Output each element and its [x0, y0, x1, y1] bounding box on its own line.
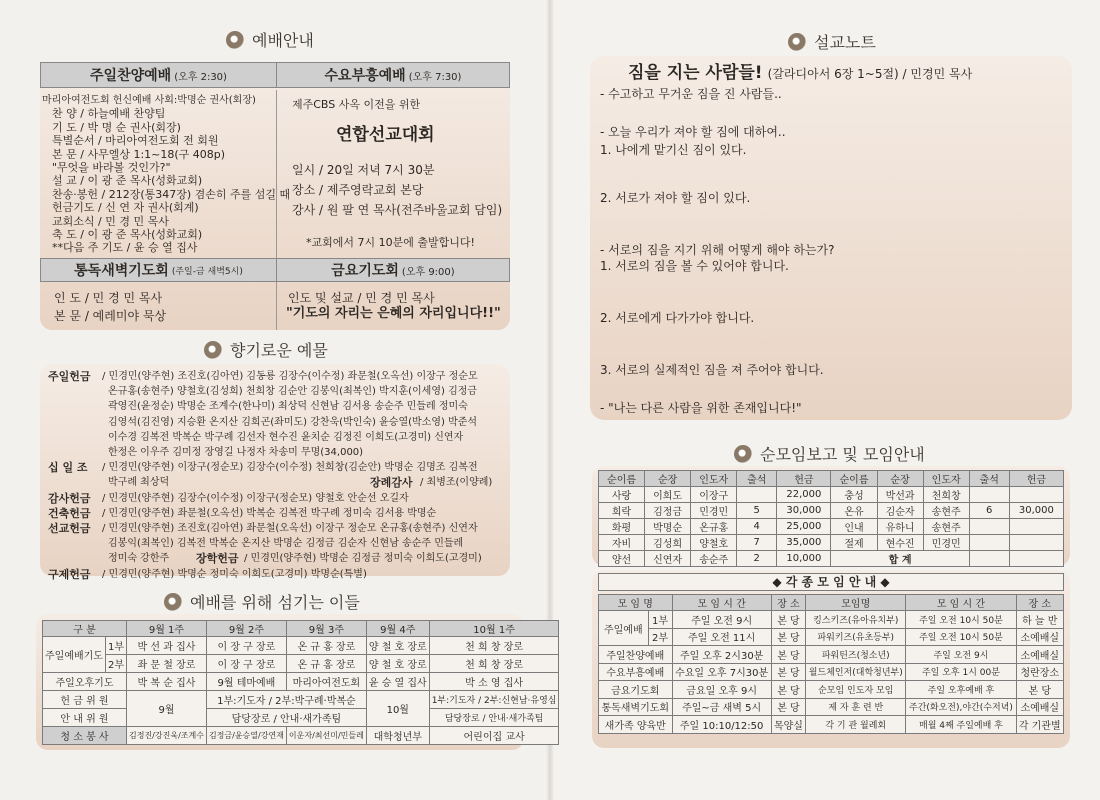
sermon-heading-row: [628, 58, 972, 83]
offering-names: / 민경민(양주현) 조진호(김아연) 좌문철(오옥선) 이장구 정순모 온규홍(송현주) 신연자: [102, 523, 478, 534]
misc-name: 주일예배: [599, 611, 649, 646]
meeting-cell: 2: [737, 551, 777, 567]
misc-cell: 금요일 오후 9시: [672, 681, 771, 699]
offering-names: 정미숙 강한주: [108, 553, 170, 565]
misc-cell: 주간(화오전),야간(수저녁): [906, 698, 1016, 716]
sunday-order-line: 축 도 / 이 광 준 목사(성화교회): [52, 228, 203, 241]
oct-usher: 담당장로 / 안내·새가족팀: [429, 709, 559, 727]
cleaning-cell: 대학청년부: [366, 727, 429, 745]
meeting-header: 순이름: [831, 471, 877, 487]
meeting-cell: [969, 487, 1009, 503]
misc-header: 모 임 시 간: [672, 595, 771, 611]
meeting-cell: 사랑: [599, 487, 645, 503]
dawn-header: 통독새벽기도회: [74, 263, 169, 279]
dawn-line: 본 문 / 예레미야 묵상: [54, 309, 167, 323]
wednesday-big-title: 연합선교대회: [336, 125, 435, 145]
misc-cell: 본 당: [771, 611, 805, 629]
meeting-cell: [969, 551, 1009, 567]
sunday-order-line: "무엇을 바라볼 것인가?": [52, 161, 171, 174]
meeting-section-header: [734, 442, 925, 465]
servers-cell: 좌 문 철 장로: [127, 655, 207, 673]
meeting-header: 순장: [645, 471, 691, 487]
sunday-order-line: 기 도 / 박 명 순 권사(회장): [52, 120, 181, 134]
servers-cell: 박 복 순 집사: [127, 673, 207, 691]
dawn-prayer-bar: [40, 258, 277, 282]
servers-row-label: 주일오후기도: [43, 673, 127, 691]
offering-extra-label: 장례감사: [370, 476, 413, 490]
misc-cell: 주일 오전 9시: [906, 646, 1016, 664]
sermon-note-line: - 수고하고 무거운 짐을 진 사람들..: [600, 87, 782, 101]
misc-cell: 주일 오전 9시: [672, 611, 771, 629]
misc-header: 장 소: [771, 595, 805, 611]
servers-header: 10월 1주: [429, 621, 559, 637]
servers-cell: 천 희 창 장로: [429, 655, 559, 673]
meeting-cell: [969, 535, 1009, 551]
offering-label: 구제헌금: [48, 567, 91, 581]
wednesday-header: 수요부흥예배: [324, 68, 406, 84]
sunday-order-line: 찬송·봉헌 / 212장(통347장) 겸손히 주를 섬길 때: [52, 187, 291, 201]
misc-title: ◆ 각 종 모 임 안 내 ◆: [598, 573, 1064, 591]
month-label: 10월: [366, 691, 429, 727]
servers-section-header: [164, 590, 360, 613]
meeting-cell: 온규홍: [691, 519, 737, 535]
sep-offering: 1부:기도자 / 2부:박구례·박복순: [206, 691, 366, 709]
wednesday-time: (오후 7:30): [408, 71, 462, 83]
servers-cell: 양 철 호 장로: [366, 655, 429, 673]
usher-committee-label: 안 내 위 원: [43, 709, 127, 727]
meeting-cell: 신연자: [645, 551, 691, 567]
sunday-order-line: 교회소식 / 민 경 민 목사: [52, 214, 169, 228]
worship-divider: [276, 90, 277, 260]
meeting-table: [598, 470, 1064, 567]
cleaning-cell: 김정금/윤승열/강연재: [206, 727, 286, 745]
friday-quote: "기도의 자리는 은혜의 자리입니다!!": [286, 306, 501, 321]
misc-name: 통독새벽기도회: [599, 698, 673, 716]
meeting-header: 순장: [877, 471, 923, 487]
meeting-cell: 7: [737, 535, 777, 551]
worship-title: 예배안내: [252, 31, 314, 50]
sermon-heading: 짐을 지는 사람들!: [628, 63, 763, 83]
misc-cell: 본 당: [771, 628, 805, 646]
sermon-note-line: 2. 서로가 져야 할 짐이 있다.: [600, 191, 751, 205]
friday-line: 인도 및 설교 / 민 경 민 목사: [288, 291, 435, 305]
servers-sub-label: 1부: [105, 637, 126, 655]
misc-cell: 주일 오후예배 후: [906, 681, 1016, 699]
sunday-order-line: 특별순서 / 마리아여전도회 전 회원: [52, 134, 219, 148]
cleaning-cell: 이운자/최선미/민들레: [286, 727, 366, 745]
sunday-service-bar: [40, 62, 277, 88]
misc-cell: 주일 오전 11시: [672, 628, 771, 646]
offering-committee-label: 헌 금 위 원: [43, 691, 127, 709]
sunday-header: 주일찬양예배: [90, 68, 172, 84]
offering-names: 박구례 최상덕: [108, 477, 170, 489]
misc-cell: 수요일 오후 7시30분: [672, 663, 771, 681]
offering-label: 선교헌금: [48, 522, 91, 535]
servers-cell: 이 장 구 장로: [206, 637, 286, 655]
meeting-cell: 10,000: [777, 551, 831, 567]
misc-cell: 킹스키즈(유아유치부): [806, 611, 906, 629]
meeting-cell: 30,000: [777, 503, 831, 519]
offering-names: 김영석(김진영) 지승환 온지산 김희곤(좌미도) 강찬욱(박인숙) 윤승열(박소영) 박준석: [108, 416, 478, 428]
sermon-note-line: 3. 서로의 실제적인 짐을 져 주어야 합니다.: [600, 363, 824, 377]
offering-names: 이수경 김복전 박복순 박구례 김선자 현수진 윤치순 김정진 이희도(고경미) 신연자: [108, 431, 464, 443]
meeting-header: 인도자: [923, 471, 969, 487]
offering-label: 십 일 조: [48, 461, 88, 475]
servers-cell: 마리아여전도회: [286, 673, 366, 691]
meeting-cell: 김성희: [645, 535, 691, 551]
misc-name: 새가족 양육반: [599, 716, 673, 734]
sunday-order-line: 찬 양 / 하늘예배 찬양팀: [52, 107, 166, 121]
servers-title: 예배를 위해 섬기는 이들: [190, 593, 360, 612]
misc-cell: 주일 오후 1시 00분: [906, 663, 1016, 681]
misc-cell: 소예배실: [1016, 646, 1063, 664]
friday-time: (오후 9:00): [401, 266, 455, 278]
servers-header: 9월 1주: [127, 621, 207, 637]
meeting-cell: 25,000: [777, 519, 831, 535]
meeting-cell: 22,000: [777, 487, 831, 503]
church-logo-icon: [204, 341, 222, 359]
misc-cell: 본 당: [771, 681, 805, 699]
servers-cell: 박 소 영 집사: [429, 673, 559, 691]
meeting-cell: 김정금: [645, 503, 691, 519]
meeting-cell: 이장구: [691, 487, 737, 503]
sunday-order-line: 본 문 / 사무엘상 1:1~18(구 408p): [52, 147, 226, 161]
meeting-header: 인도자: [691, 471, 737, 487]
sunday-order-line: **다음 주 기도 / 윤 승 열 집사: [52, 241, 198, 255]
misc-cell: 본 당: [771, 646, 805, 664]
servers-cell: 천 희 창 장로: [429, 637, 559, 655]
wednesday-line: 강사 / 원 팔 연 목사(전주바울교회 담임): [292, 203, 503, 217]
sermon-title: 설교노트: [814, 33, 876, 52]
meeting-cell: [737, 487, 777, 503]
worship-divider-2: [276, 282, 277, 330]
servers-cell: 윤 승 열 집사: [366, 673, 429, 691]
misc-header: 모 임 시 간: [906, 595, 1016, 611]
servers-header: 9월 3주: [286, 621, 366, 637]
offering-names: 온규홍(송현주) 양철호(김성희) 천희창 김순안 김봉익(최복인) 박지훈(이세영) 김정금: [108, 386, 478, 398]
misc-cell: 소예배실: [1016, 628, 1063, 646]
meeting-cell: [969, 519, 1009, 535]
friday-header: 금요기도회: [331, 263, 399, 279]
offering-title: 향기로운 예물: [230, 341, 328, 360]
meeting-cell: 온유: [831, 503, 877, 519]
offering-extra-names: / 최병조(이양례): [420, 477, 493, 489]
sermon-section-header: [788, 30, 876, 53]
sermon-note-line: - "나는 다른 사람을 위한 존재입니다!": [600, 401, 802, 415]
misc-name: 주일찬양예배: [599, 646, 673, 664]
sermon-note-line: 1. 서로의 짐을 볼 수 있어야 합니다.: [600, 259, 789, 273]
meeting-cell: 박선과: [877, 487, 923, 503]
wednesday-service-bar: [276, 62, 510, 88]
meeting-cell: 자비: [599, 535, 645, 551]
month-label: 9월: [127, 691, 207, 727]
servers-header: 9월 2주: [206, 621, 286, 637]
church-logo-icon: [734, 445, 752, 463]
misc-cell: 본 당: [1016, 681, 1063, 699]
misc-header: 장 소: [1016, 595, 1063, 611]
offering-names: 한정은 이우주 김미정 장영길 나정자 차송미 무명(34,000): [108, 447, 364, 458]
friday-prayer-bar: [276, 258, 510, 282]
offering-section-header: [204, 338, 328, 361]
sermon-note-line: 2. 서로에게 다가가야 합니다.: [600, 311, 755, 325]
misc-cell: 각 기관별: [1016, 716, 1063, 734]
meeting-header: 헌금: [1009, 471, 1063, 487]
meeting-header: 순이름: [599, 471, 645, 487]
church-logo-icon: [226, 31, 244, 49]
meeting-cell: [1009, 551, 1063, 567]
meeting-cell: 인내: [831, 519, 877, 535]
servers-cell: 9월 테마예배: [206, 673, 286, 691]
meeting-cell: 현수진: [877, 535, 923, 551]
cleaning-label: 청 소 봉 사: [43, 727, 127, 745]
meeting-cell: 30,000: [1009, 503, 1063, 519]
misc-cell: 주일 10:10/12:50: [672, 716, 771, 734]
offering-names: / 민경민(양주현) 좌문철(오옥선) 박복순 김복전 박구례 정미숙 김서용 박명순: [102, 507, 437, 519]
misc-cell: 각 기 관 월례회: [806, 716, 906, 734]
sermon-note-line: - 오늘 우리가 져야 할 짐에 대하여..: [600, 125, 786, 139]
misc-cell: 주일~금 새벽 5시: [672, 698, 771, 716]
meeting-cell: 민경민: [691, 503, 737, 519]
misc-cell: 주일 오전 10시 50분: [906, 628, 1016, 646]
misc-sub: 2부: [648, 628, 672, 646]
sep-usher: 담당장로 / 안내·새가족팀: [206, 709, 366, 727]
misc-name: 수요부흥예배: [599, 663, 673, 681]
meeting-cell: 박명순: [645, 519, 691, 535]
offering-names: / 민경민(양주현) 김장수(이수정) 이장구(정순모) 양철호 안순선 오길자: [102, 492, 409, 504]
offering-extra-label: 장학헌금: [196, 552, 239, 566]
misc-cell: 월드체인저(대학청년부): [806, 663, 906, 681]
meeting-cell: 절제: [831, 535, 877, 551]
sunday-order-line: 마리아여전도회 헌신예배 사회:박명순 권사(회장): [42, 95, 256, 106]
misc-cell: 본 당: [771, 663, 805, 681]
worship-section-header: [226, 28, 314, 51]
misc-sub: 1부: [648, 611, 672, 629]
dawn-line: 인 도 / 민 경 민 목사: [54, 291, 163, 305]
oct-offering: 1부:기도자 / 2부:신현남·유영심: [429, 691, 559, 709]
servers-table: [42, 620, 559, 745]
misc-cell: 파워키즈(유초등부): [806, 628, 906, 646]
misc-cell: 파워틴즈(청소년): [806, 646, 906, 664]
cleaning-cell: 김정진/강진욱/조계수: [127, 727, 207, 745]
servers-row-label: 주일예배기도: [43, 637, 106, 673]
meeting-cell: 6: [969, 503, 1009, 519]
meeting-cell: [1009, 519, 1063, 535]
sunday-time: (오후 2:30): [174, 71, 227, 83]
misc-cell: 소예배실: [1016, 698, 1063, 716]
meeting-cell: 양철호: [691, 535, 737, 551]
offering-label: 건축헌금: [48, 506, 91, 520]
meeting-header: 헌금: [777, 471, 831, 487]
offering-extra-names: / 민경민(양주현) 박명순 김정금 정미숙 이희도(고경미): [244, 553, 482, 565]
wednesday-note: *교회에서 7시 10분에 출발합니다!: [306, 236, 475, 249]
wednesday-line: 장소 / 제주영락교회 본당: [292, 183, 424, 197]
servers-cell: 양 철 호 장로: [366, 637, 429, 655]
misc-header: 모 임 명: [599, 595, 673, 611]
sunday-order-line: 설 교 / 이 광 준 목사(성화교회): [52, 174, 203, 188]
meeting-cell: [1009, 487, 1063, 503]
meeting-cell: 이희도: [645, 487, 691, 503]
offering-names: 곽영진(윤정순) 박명순 조계수(한나미) 최상덕 신현남 김서용 송순주 민들레 정미숙: [108, 401, 468, 413]
church-logo-icon: [164, 593, 182, 611]
sermon-reference: (갈라디아서 6장 1~5절) / 민경민 목사: [767, 67, 973, 81]
misc-header: 모임명: [806, 595, 906, 611]
meeting-cell: 송순주: [691, 551, 737, 567]
dawn-time: (주일-금 새벽5시): [171, 266, 243, 277]
wednesday-sub: 제주CBS 사옥 이전을 위한: [292, 98, 421, 111]
misc-table: [598, 594, 1064, 734]
meeting-cell: 송현주: [923, 503, 969, 519]
meeting-cell: 5: [737, 503, 777, 519]
misc-cell: 순모임 인도자 모임: [806, 681, 906, 699]
meeting-cell: 충성: [831, 487, 877, 503]
servers-sub-label: 2부: [105, 655, 126, 673]
offering-names: / 민경민(양주현) 조진호(김아연) 김동룡 김장수(이수정) 좌문철(오옥선) 이장구 정순모: [102, 371, 478, 382]
sermon-note-line: - 서로의 짐을 지기 위해 어떻게 해야 하는가?: [600, 243, 835, 257]
cleaning-cell: 어린이집 교사: [429, 727, 559, 745]
meeting-header: 출석: [969, 471, 1009, 487]
meeting-cell: 희락: [599, 503, 645, 519]
meeting-cell: 천희창: [923, 487, 969, 503]
sunday-order-line: 헌금기도 / 신 연 자 권사(회계): [52, 201, 199, 215]
offering-names: / 민경민(양주현) 이장구(정순모) 김장수(이수정) 천희창(김순안) 박명순 김명조 김복전: [102, 462, 478, 474]
misc-cell: 목양실: [771, 716, 805, 734]
servers-cell: 온 규 홍 장로: [286, 655, 366, 673]
misc-cell: 주일 오전 10시 50분: [906, 611, 1016, 629]
servers-cell: 박 선 과 집사: [127, 637, 207, 655]
sermon-note-line: 1. 나에게 맡기신 짐이 있다.: [600, 143, 747, 157]
offering-names: 김봉익(최복인) 김복전 박복순 온지산 박명순 김정금 김순자 신현남 송순주 민들레: [108, 538, 464, 550]
misc-cell: 제 자 훈 련 반: [806, 698, 906, 716]
wednesday-line: 일시 / 20일 저녁 7시 30분: [292, 163, 435, 177]
meeting-cell: [1009, 535, 1063, 551]
offering-label: 주일헌금: [48, 370, 91, 383]
servers-cell: 온 규 홍 장로: [286, 637, 366, 655]
meeting-cell: 4: [737, 519, 777, 535]
meeting-cell: 김순자: [877, 503, 923, 519]
meeting-cell: 35,000: [777, 535, 831, 551]
meeting-cell: 유하니: [877, 519, 923, 535]
offering-names: / 민경민(양주현) 박명순 정미숙 이희도(고경미) 박명순(특별): [102, 568, 367, 580]
meeting-cell: 화평: [599, 519, 645, 535]
misc-cell: 하 늘 반: [1016, 611, 1063, 629]
misc-cell: 매월 4째 주일예배 후: [906, 716, 1016, 734]
church-logo-icon: [788, 33, 806, 51]
meeting-cell: 민경민: [923, 535, 969, 551]
servers-header: 구 분: [43, 621, 127, 637]
meeting-header: 출석: [737, 471, 777, 487]
misc-cell: 주일 오후 2시30분: [672, 646, 771, 664]
meeting-cell: 송현주: [923, 519, 969, 535]
meeting-total-label: 합 계: [831, 551, 969, 567]
servers-header: 9월 4주: [366, 621, 429, 637]
misc-cell: 본 당: [771, 698, 805, 716]
misc-cell: 청란장소: [1016, 663, 1063, 681]
offering-label: 감사헌금: [48, 491, 91, 505]
meeting-cell: 양선: [599, 551, 645, 567]
misc-name: 금요기도회: [599, 681, 673, 699]
servers-cell: 이 장 구 장로: [206, 655, 286, 673]
meeting-title: 순모임보고 및 모임안내: [760, 445, 925, 464]
